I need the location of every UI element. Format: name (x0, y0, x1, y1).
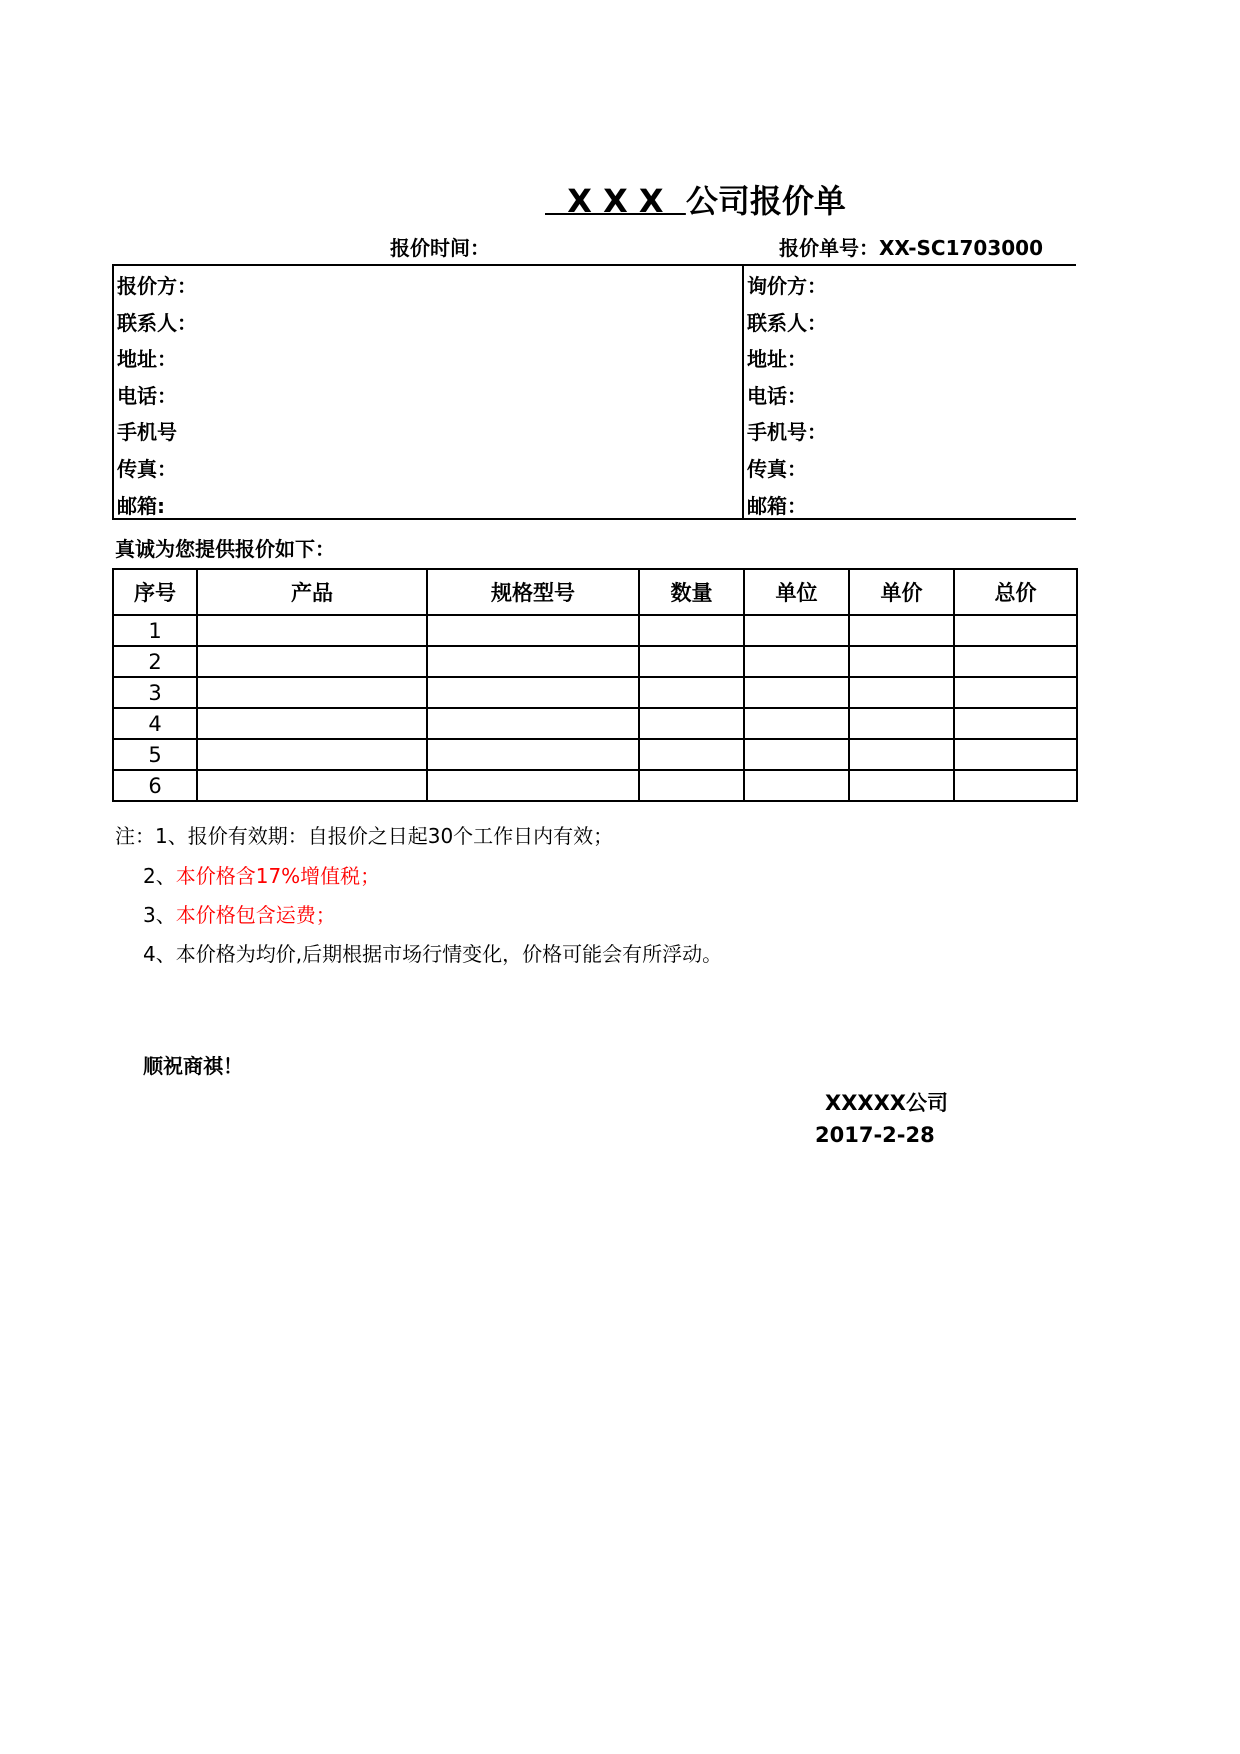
party-info-box (112, 264, 1076, 520)
table-cell[interactable] (954, 615, 1077, 646)
title-placeholder-name: X X X (545, 182, 686, 220)
inquirer-field: 地址： (747, 347, 807, 372)
table-cell[interactable] (639, 770, 744, 801)
quote-table (112, 568, 1078, 802)
quoter-field: 手机号 (117, 420, 177, 445)
table-cell[interactable] (639, 739, 744, 770)
table-cell[interactable]: 1 (113, 615, 197, 646)
title-text: 公司报价单 (685, 182, 846, 220)
column-header: 单位 (744, 569, 849, 615)
inquirer-info (747, 268, 827, 524)
quoter-field: 电话： (117, 383, 177, 408)
table-cell[interactable] (954, 677, 1077, 708)
signature-company: XXXXX公司 (825, 1091, 948, 1115)
table-cell[interactable] (744, 677, 849, 708)
quoter-field: 邮箱: (117, 493, 165, 518)
inquirer-field: 手机号： (747, 420, 827, 445)
table-cell[interactable]: 3 (113, 677, 197, 708)
table-row (113, 770, 1077, 801)
inquirer-field: 电话： (747, 383, 807, 408)
inquirer-field: 传真： (747, 456, 807, 481)
table-cell[interactable] (197, 739, 427, 770)
table-cell[interactable] (427, 677, 639, 708)
table-cell[interactable]: 2 (113, 646, 197, 677)
intro-text: 真诚为您提供报价如下： (115, 537, 335, 561)
inquirer-field: 邮箱： (747, 493, 807, 518)
table-cell[interactable] (197, 646, 427, 677)
table-cell[interactable] (744, 646, 849, 677)
signature-date: 2017-2-28 (815, 1123, 935, 1147)
document-title (545, 176, 846, 222)
note-shipping-text: 本价格包含运费； (175, 903, 336, 927)
table-cell[interactable] (954, 708, 1077, 739)
table-cell[interactable] (427, 708, 639, 739)
table-cell[interactable] (427, 739, 639, 770)
quote-number-value: XX-SC1703000 (879, 236, 1044, 260)
column-header: 单价 (849, 569, 954, 615)
closing-greeting: 顺祝商祺！ (143, 1054, 243, 1078)
table-cell[interactable] (427, 615, 639, 646)
table-cell[interactable] (744, 615, 849, 646)
column-header: 产品 (197, 569, 427, 615)
inquirer-field: 联系人： (747, 310, 827, 335)
table-row (113, 708, 1077, 739)
note-tax-text: 本价格含17%增值税； (175, 864, 381, 888)
table-cell[interactable] (639, 646, 744, 677)
table-cell[interactable] (849, 615, 954, 646)
note-price-fluctuation: 4、本价格为均价,后期根据市场行情变化，价格可能会有所浮动。 (143, 942, 723, 966)
column-header: 序号 (113, 569, 197, 615)
note-tax (143, 860, 380, 889)
table-cell[interactable] (744, 708, 849, 739)
table-row (113, 677, 1077, 708)
column-header: 数量 (639, 569, 744, 615)
note-validity: 注：1、报价有效期：自报价之日起30个工作日内有效； (115, 824, 614, 848)
table-cell[interactable] (427, 646, 639, 677)
table-cell[interactable] (197, 708, 427, 739)
quoter-field: 联系人： (117, 310, 197, 335)
table-cell[interactable] (849, 708, 954, 739)
party-info-divider (742, 266, 744, 518)
table-cell[interactable] (849, 739, 954, 770)
column-header: 总价 (954, 569, 1077, 615)
note-number: 3、 (143, 903, 176, 927)
quote-number (779, 232, 1079, 261)
table-row (113, 739, 1077, 770)
table-cell[interactable]: 6 (113, 770, 197, 801)
table-cell[interactable] (744, 770, 849, 801)
table-row (113, 615, 1077, 646)
note-shipping (143, 899, 336, 928)
quote-number-label: 报价单号： (779, 236, 879, 260)
quoter-field: 报价方： (117, 274, 197, 298)
table-cell[interactable] (954, 646, 1077, 677)
table-cell[interactable] (954, 770, 1077, 801)
table-cell[interactable] (849, 677, 954, 708)
quoter-field: 地址： (117, 347, 177, 372)
table-cell[interactable] (197, 677, 427, 708)
inquirer-field: 询价方： (747, 274, 827, 298)
table-cell[interactable]: 4 (113, 708, 197, 739)
table-cell[interactable] (639, 677, 744, 708)
table-row (113, 646, 1077, 677)
table-cell[interactable] (639, 708, 744, 739)
table-cell[interactable] (197, 615, 427, 646)
table-cell[interactable]: 5 (113, 739, 197, 770)
note-number: 2、 (143, 864, 176, 888)
table-cell[interactable] (197, 770, 427, 801)
table-cell[interactable] (744, 739, 849, 770)
table-header-row (113, 569, 1077, 615)
quote-time-label: 报价时间： (390, 236, 490, 260)
table-cell[interactable] (427, 770, 639, 801)
table-cell[interactable] (849, 770, 954, 801)
table-cell[interactable] (954, 739, 1077, 770)
quoter-info (117, 268, 197, 524)
column-header: 规格型号 (427, 569, 639, 615)
table-cell[interactable] (639, 615, 744, 646)
quoter-field: 传真： (117, 456, 177, 481)
table-cell[interactable] (849, 646, 954, 677)
